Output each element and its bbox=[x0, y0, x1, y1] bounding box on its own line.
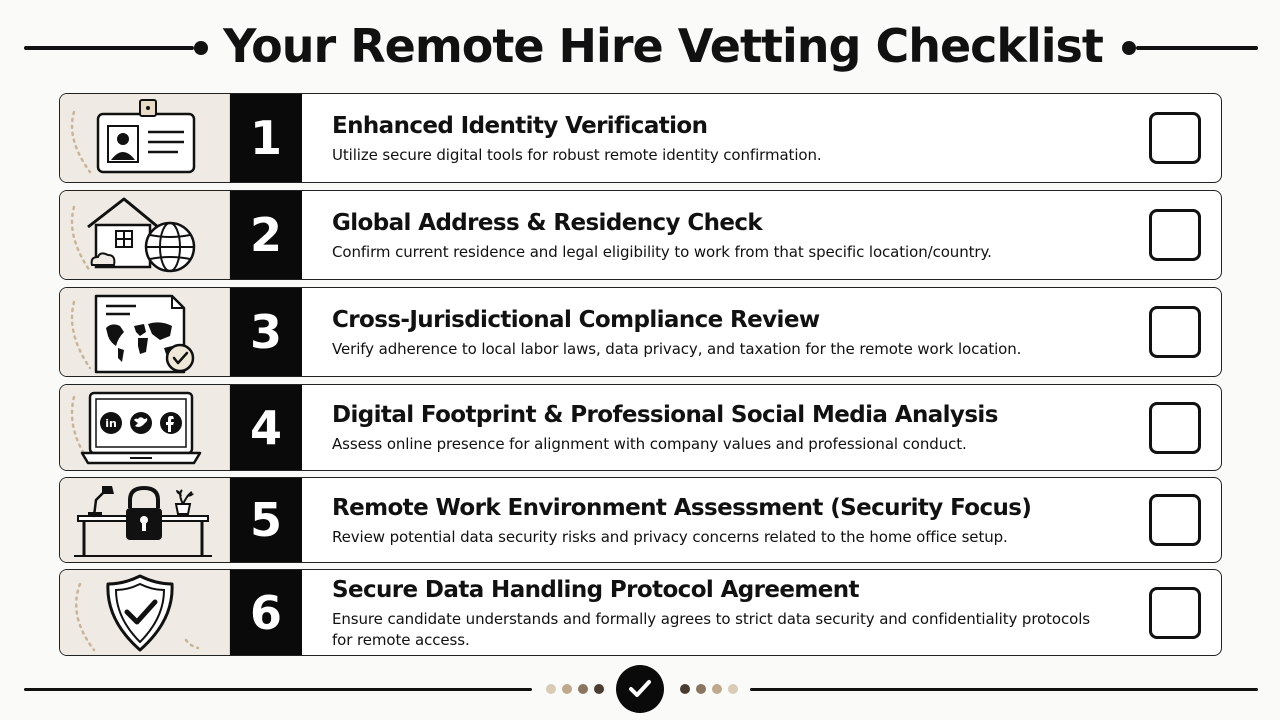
item-number: 5 bbox=[230, 478, 302, 562]
footer-dot bbox=[680, 684, 690, 694]
item-icon-cell bbox=[60, 94, 230, 182]
item-number: 6 bbox=[230, 570, 302, 655]
item-description: Verify adherence to local labor laws, data privacy, and taxation for the remote work location. bbox=[332, 339, 1022, 358]
house-globe-icon bbox=[60, 191, 230, 280]
checklist-item-5 bbox=[59, 477, 1222, 563]
item-text bbox=[332, 191, 1111, 279]
item-number: 3 bbox=[230, 288, 302, 376]
item-description: Assess online presence for alignment with company values and professional conduct. bbox=[332, 435, 967, 453]
footer-dot bbox=[712, 684, 722, 694]
footer-dot bbox=[696, 684, 706, 694]
page-title: Your Remote Hire Vetting Checklist bbox=[223, 19, 1103, 73]
header-dot-left bbox=[194, 41, 208, 55]
item-checkbox[interactable] bbox=[1149, 402, 1201, 454]
item-title: Cross-Jurisdictional Compliance Review bbox=[332, 306, 820, 333]
item-number: 1 bbox=[230, 94, 302, 182]
item-description: Review potential data security risks and privacy concerns related to the home office setup. bbox=[332, 527, 1008, 546]
item-description: Confirm current residence and legal eligibility to work from that specific location/country. bbox=[332, 242, 992, 261]
item-title: Digital Footprint & Professional Social Media Analysis bbox=[332, 402, 998, 428]
item-checkbox[interactable] bbox=[1149, 209, 1201, 261]
checklist-item-2 bbox=[59, 190, 1222, 280]
footer-dot bbox=[728, 684, 738, 694]
item-description: Utilize secure digital tools for robust remote identity confirmation. bbox=[332, 145, 822, 164]
item-icon-cell bbox=[60, 570, 230, 655]
checklist-item-4 bbox=[59, 384, 1222, 471]
item-number: 2 bbox=[230, 191, 302, 279]
laptop-social-icon bbox=[60, 385, 230, 471]
item-text bbox=[332, 570, 1111, 655]
footer-rule-right bbox=[750, 688, 1258, 691]
header-rule-left bbox=[24, 46, 194, 50]
footer-dot bbox=[578, 684, 588, 694]
footer-dot bbox=[562, 684, 572, 694]
item-title: Global Address & Residency Check bbox=[332, 209, 763, 236]
footer-rule-left bbox=[24, 688, 532, 691]
item-text bbox=[332, 94, 1111, 182]
item-checkbox[interactable] bbox=[1149, 112, 1201, 164]
desk-padlock-icon bbox=[60, 478, 230, 563]
svg-text:in: in bbox=[105, 417, 117, 430]
item-title: Remote Work Environment Assessment (Security Focus) bbox=[332, 494, 1032, 521]
item-title: Secure Data Handling Protocol Agreement bbox=[332, 576, 859, 603]
item-text bbox=[332, 478, 1111, 562]
id-card-icon bbox=[60, 94, 230, 183]
item-description: Ensure candidate understands and formally agrees to strict data security and confidentiality protocols for remote access. bbox=[332, 609, 1091, 649]
item-icon-cell bbox=[60, 288, 230, 376]
item-icon-cell bbox=[60, 191, 230, 279]
checklist-item-1 bbox=[59, 93, 1222, 183]
footer-dot bbox=[546, 684, 556, 694]
check-circle-icon bbox=[616, 665, 664, 713]
item-checkbox[interactable] bbox=[1149, 306, 1201, 358]
header bbox=[0, 0, 1280, 94]
item-text bbox=[332, 385, 1111, 470]
header-rule-right bbox=[1136, 46, 1258, 50]
item-icon-cell bbox=[60, 478, 230, 562]
checklist-item-3 bbox=[59, 287, 1222, 377]
item-number: 4 bbox=[230, 385, 302, 470]
item-text bbox=[332, 288, 1111, 376]
item-checkbox[interactable] bbox=[1149, 494, 1201, 546]
item-title: Enhanced Identity Verification bbox=[332, 112, 708, 139]
checklist-item-6 bbox=[59, 569, 1222, 656]
item-checkbox[interactable] bbox=[1149, 587, 1201, 639]
item-icon-cell bbox=[60, 385, 230, 470]
shield-check-icon bbox=[60, 570, 230, 656]
footer bbox=[0, 660, 1280, 720]
world-map-document-icon bbox=[60, 288, 230, 377]
header-dot-right bbox=[1122, 41, 1136, 55]
footer-dot bbox=[594, 684, 604, 694]
